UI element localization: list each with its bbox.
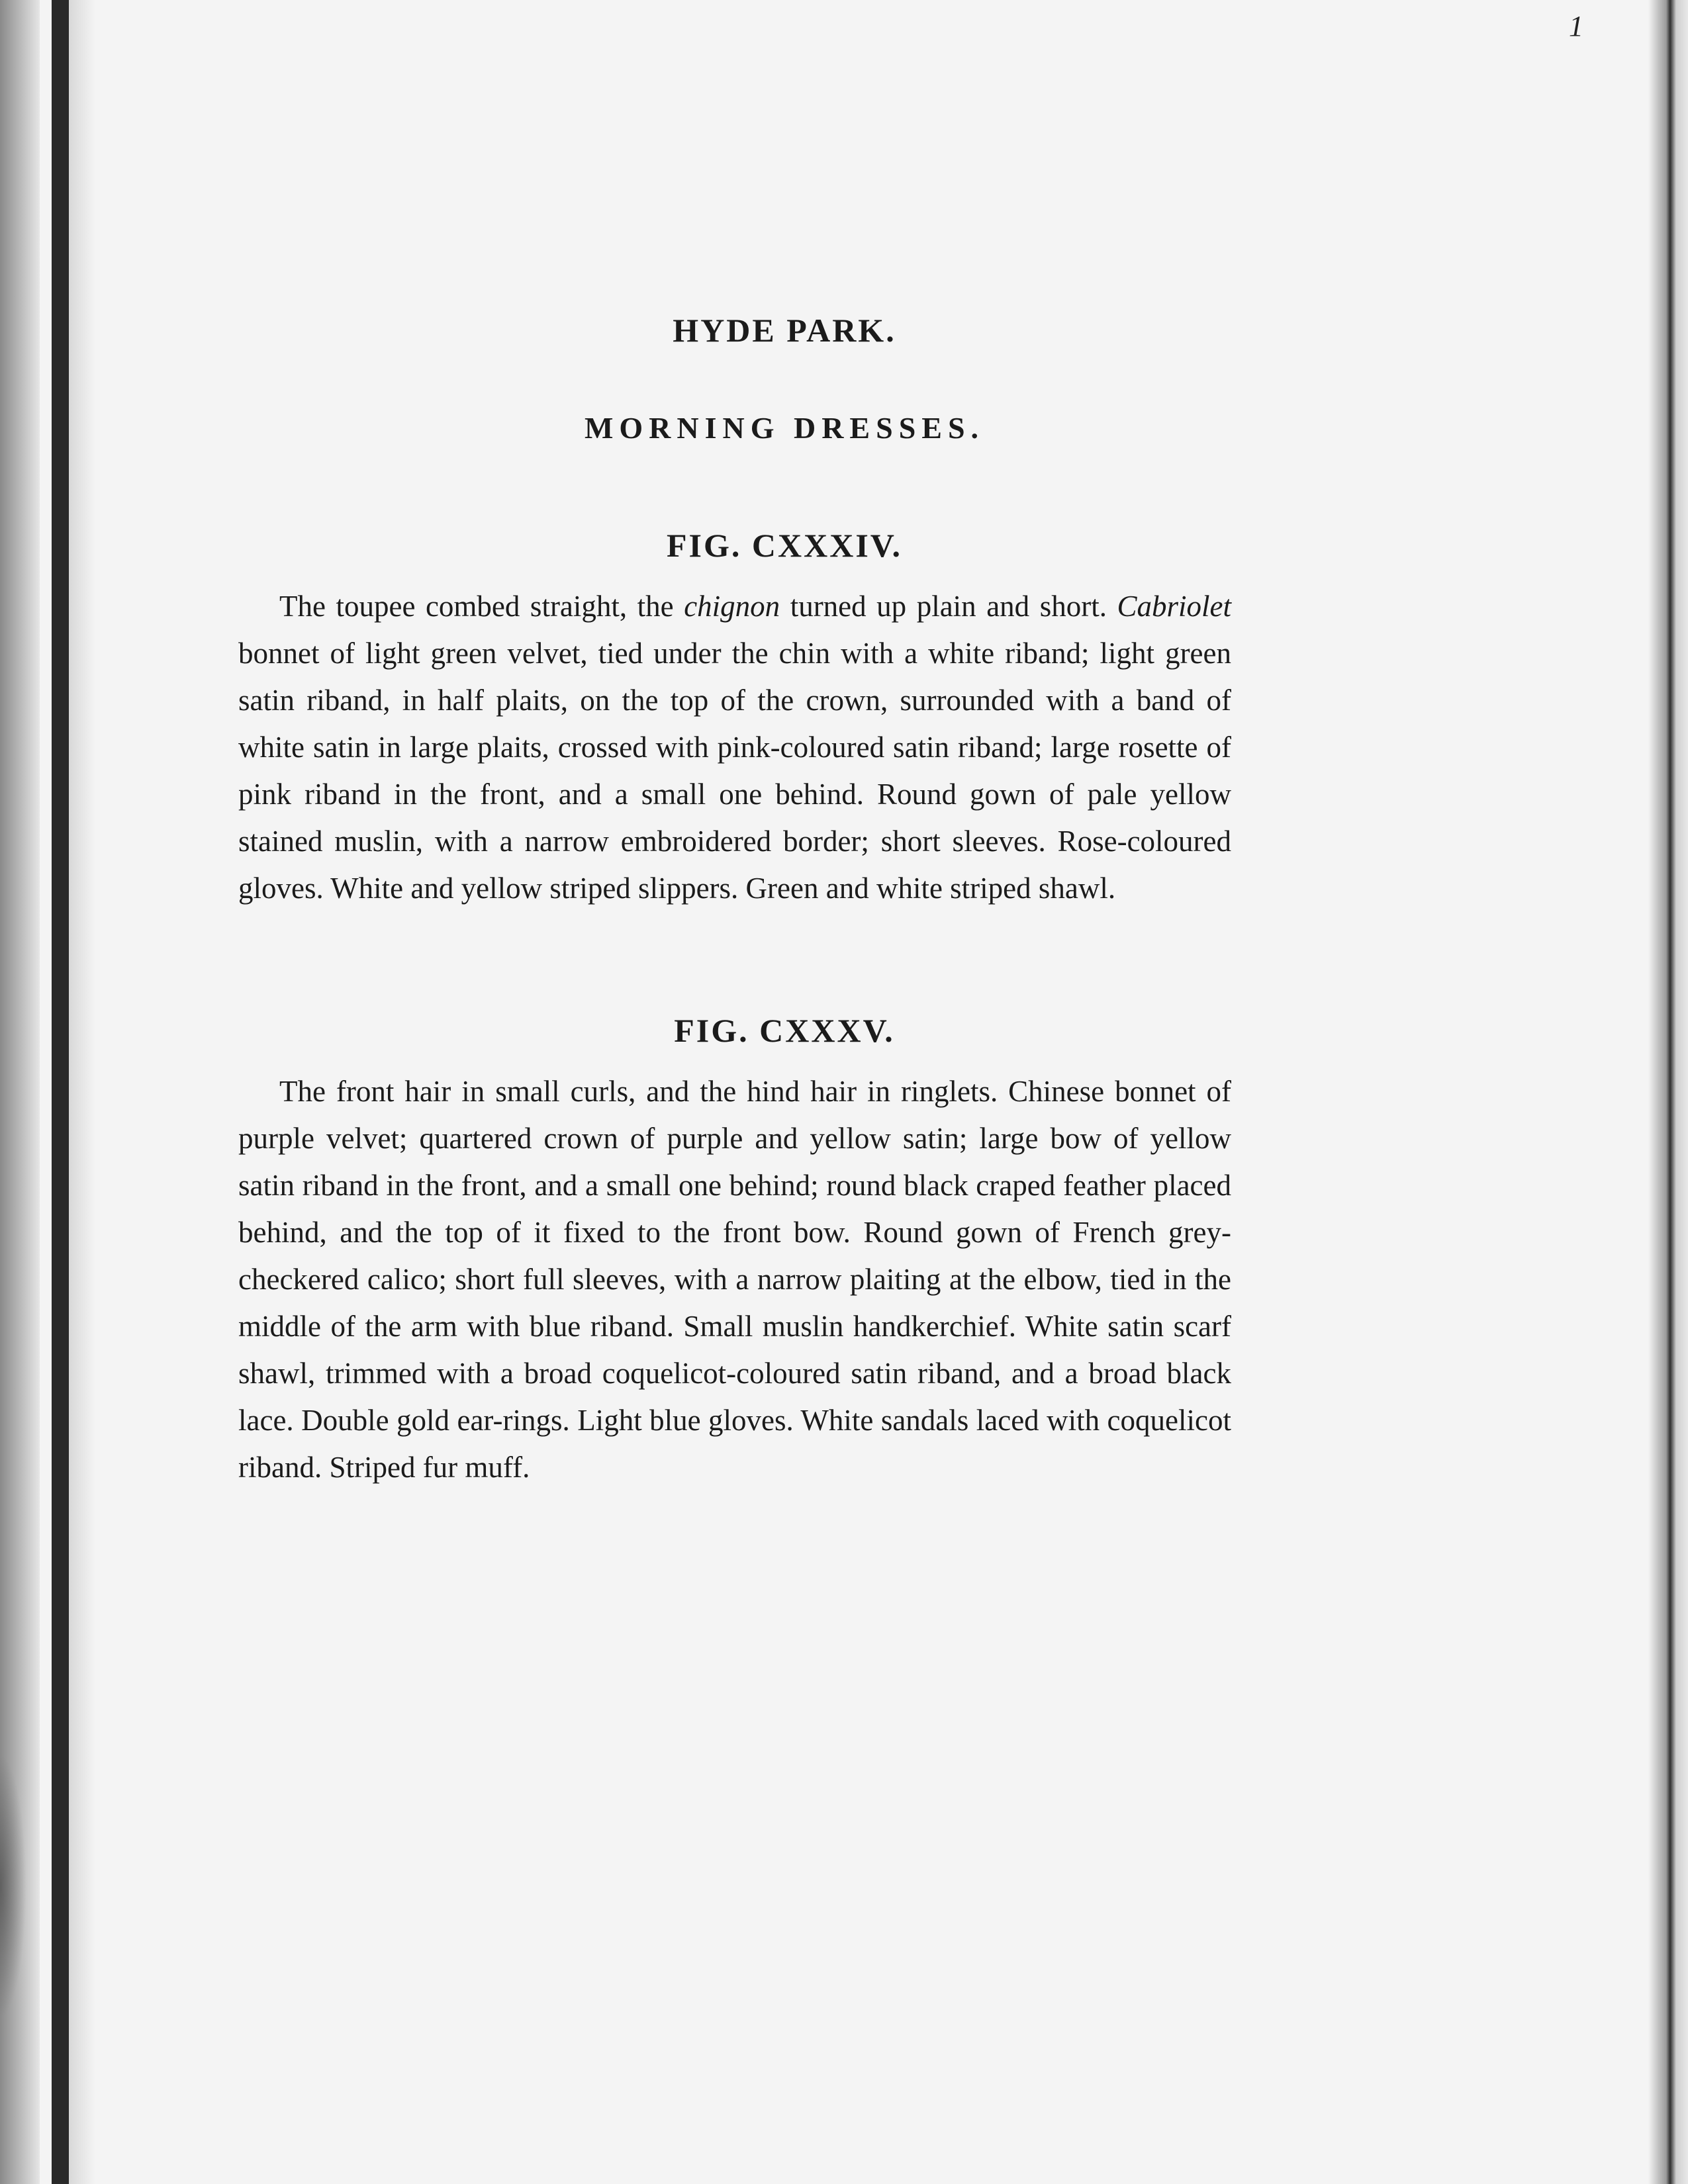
italic-term: chignon	[684, 590, 780, 623]
scan-right-edge	[1648, 0, 1688, 2184]
text-segment: The front hair in small curls, and the hind hair in ringlets. Chinese bonnet of purple velvet; quartered crown of purple and yellow satin; large bow of yellow satin riband in the front, and a small one behind; round black craped feather placed behind, and the top of it fixed to the front bow. Round gown of French grey-checkered calico; short full sleeves, with a narrow plaiting at the elbow, tied in the middle of the arm with blue riband. Small muslin handkerchief. White satin scarf shawl, trimmed with a broad coquelicot-coloured satin riband, and a broad black lace. Double gold ear-rings. Light blue gloves. White sandals laced with coquelicot riband. Striped fur muff.	[238, 1075, 1231, 1484]
figure-description	[238, 1068, 1231, 1491]
scan-stain	[0, 1754, 26, 2019]
page-content	[238, 311, 1231, 1491]
page-number: 1	[1569, 10, 1583, 42]
figure-title: FIG. CXXXV.	[674, 1012, 895, 1049]
text-segment: bonnet of light green velvet, tied under the chin with a white riband; light green satin riband, in half plaits, on the top of the crown, surrounded with a band of white satin in large plaits, crossed with pink-coloured satin riband; large rosette of pink riband in the front, and a small one behind. Round gown of pale yellow stained muslin, with a narrow embroidered border; short sleeves. Rose-coloured gloves. White and yellow striped slippers. Green and white striped shawl.	[238, 637, 1231, 905]
figure-title: FIG. CXXXIV.	[667, 527, 902, 564]
text-segment: The toupee combed straight, the	[279, 590, 684, 623]
gutter-fade	[69, 0, 95, 2184]
text-segment: turned up plain and short.	[780, 590, 1117, 623]
italic-term: Cabriolet	[1117, 590, 1231, 623]
page-heading: HYDE PARK.	[673, 312, 896, 349]
figure-description	[238, 583, 1231, 912]
figure-section	[238, 1011, 1231, 1491]
figure-section	[238, 526, 1231, 912]
page-subheading: MORNING DRESSES.	[584, 411, 985, 445]
book-gutter	[52, 0, 69, 2184]
